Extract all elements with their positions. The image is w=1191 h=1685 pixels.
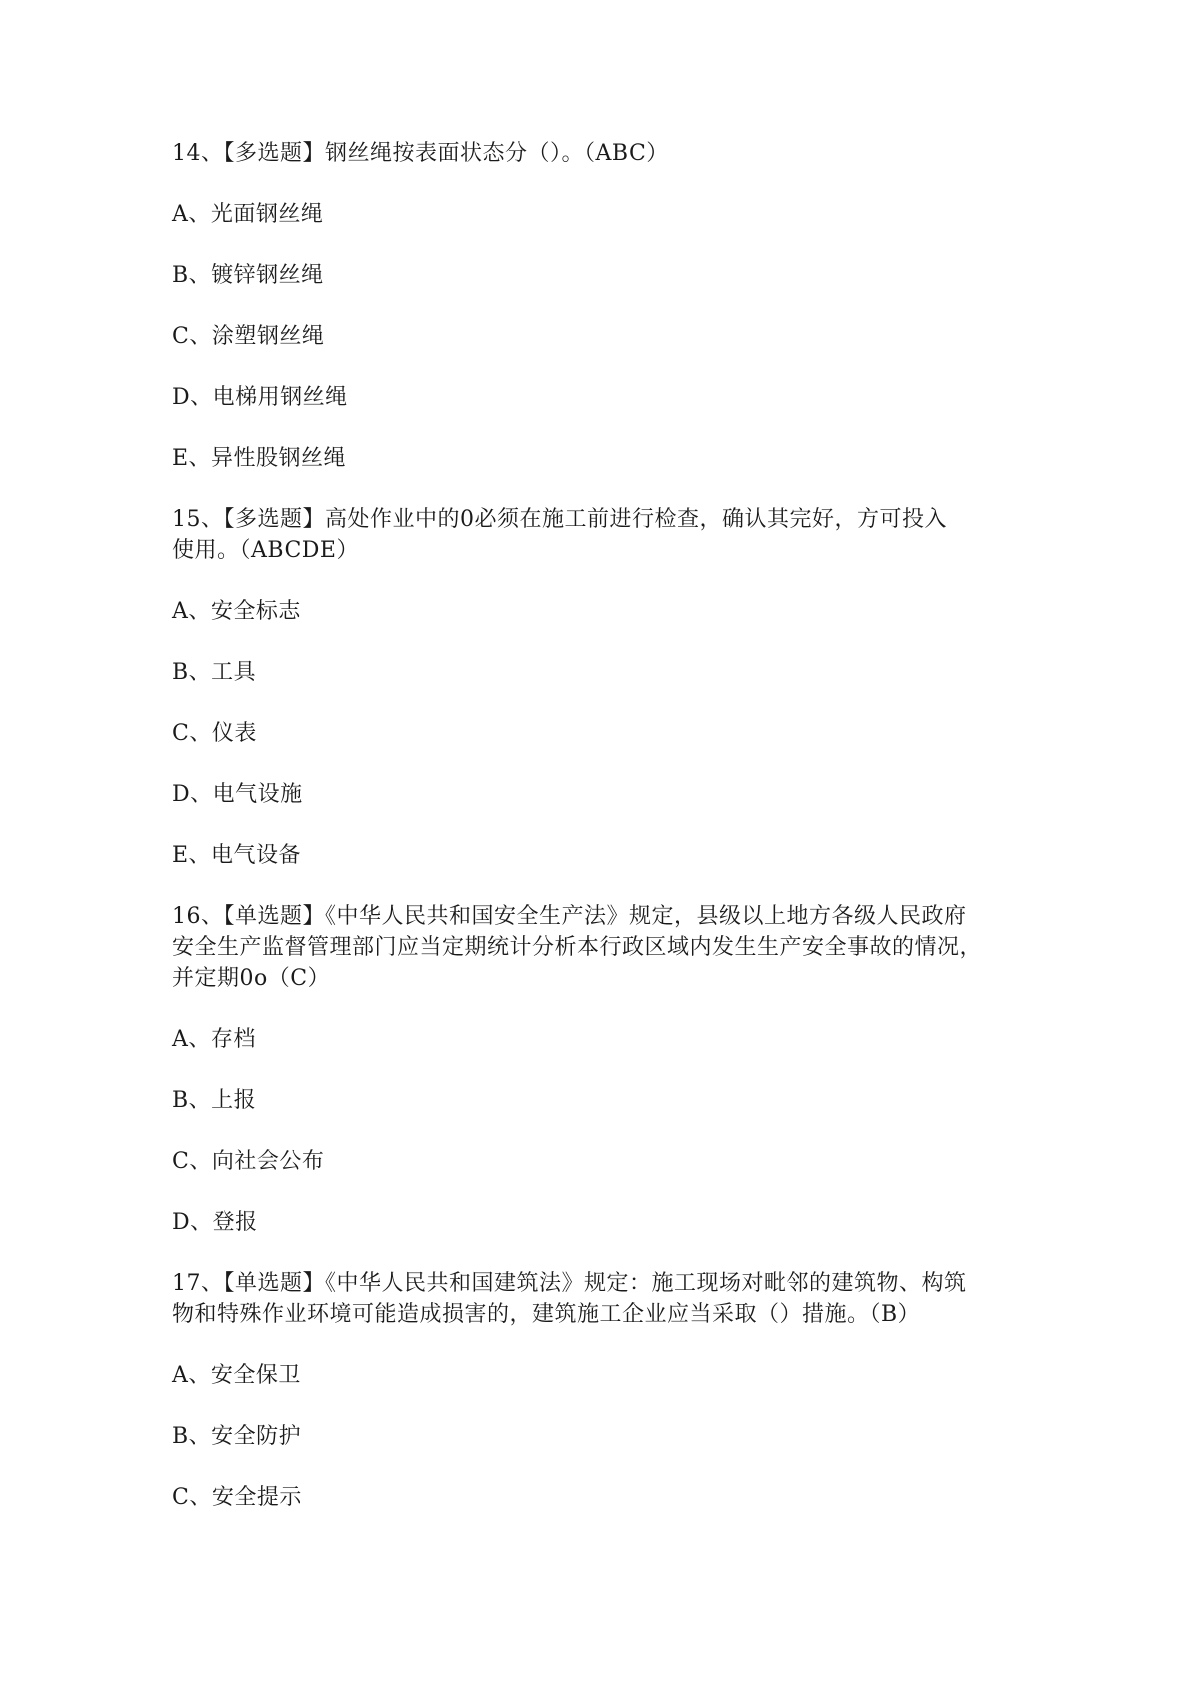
question-16-option-c: C、向社会公布 — [172, 1149, 325, 1174]
question-16-stem-line-1: 16、【单选题】《中华人民共和国安全生产法》规定，县级以上地方各级人民政府 — [172, 904, 967, 929]
question-15-option-a: A、安全标志 — [172, 599, 301, 624]
question-15-option-b: B、工具 — [172, 660, 257, 685]
question-16-stem-line-3: 并定期0o（C） — [172, 966, 331, 991]
question-15-stem-line-2: 使用。（ABCDE） — [172, 538, 359, 563]
question-15-option-d: D、电气设施 — [172, 782, 303, 807]
question-14-option-d: D、电梯用钢丝绳 — [172, 385, 348, 410]
question-17-option-b: B、安全防护 — [172, 1424, 302, 1449]
question-15-option-c: C、仪表 — [172, 721, 257, 746]
question-17-stem-line-1: 17、【单选题】《中华人民共和国建筑法》规定：施工现场对毗邻的建筑物、构筑 — [172, 1271, 967, 1296]
question-14-option-a: A、光面钢丝绳 — [172, 202, 324, 227]
question-16-option-b: B、上报 — [172, 1088, 257, 1113]
question-14-option-b: B、镀锌钢丝绳 — [172, 263, 324, 288]
question-16-option-d: D、登报 — [172, 1210, 258, 1235]
question-16-option-a: A、存档 — [172, 1027, 256, 1052]
question-17-stem-line-2: 物和特殊作业环境可能造成损害的，建筑施工企业应当采取（）措施。（B） — [172, 1302, 921, 1327]
question-15-option-e: E、电气设备 — [172, 843, 302, 868]
question-14-option-e: E、异性股钢丝绳 — [172, 446, 347, 471]
question-14-option-c: C、涂塑钢丝绳 — [172, 324, 325, 349]
question-15-stem-line-1: 15、【多选题】高处作业中的0必须在施工前进行检查，确认其完好，方可投入 — [172, 507, 947, 532]
question-16-stem-line-2: 安全生产监督管理部门应当定期统计分析本行政区域内发生生产安全事故的情况， — [172, 935, 983, 960]
question-17-option-c: C、安全提示 — [172, 1485, 302, 1510]
question-14-stem: 14、【多选题】钢丝绳按表面状态分（）。（ABC） — [172, 141, 669, 166]
question-17-option-a: A、安全保卫 — [172, 1363, 301, 1388]
